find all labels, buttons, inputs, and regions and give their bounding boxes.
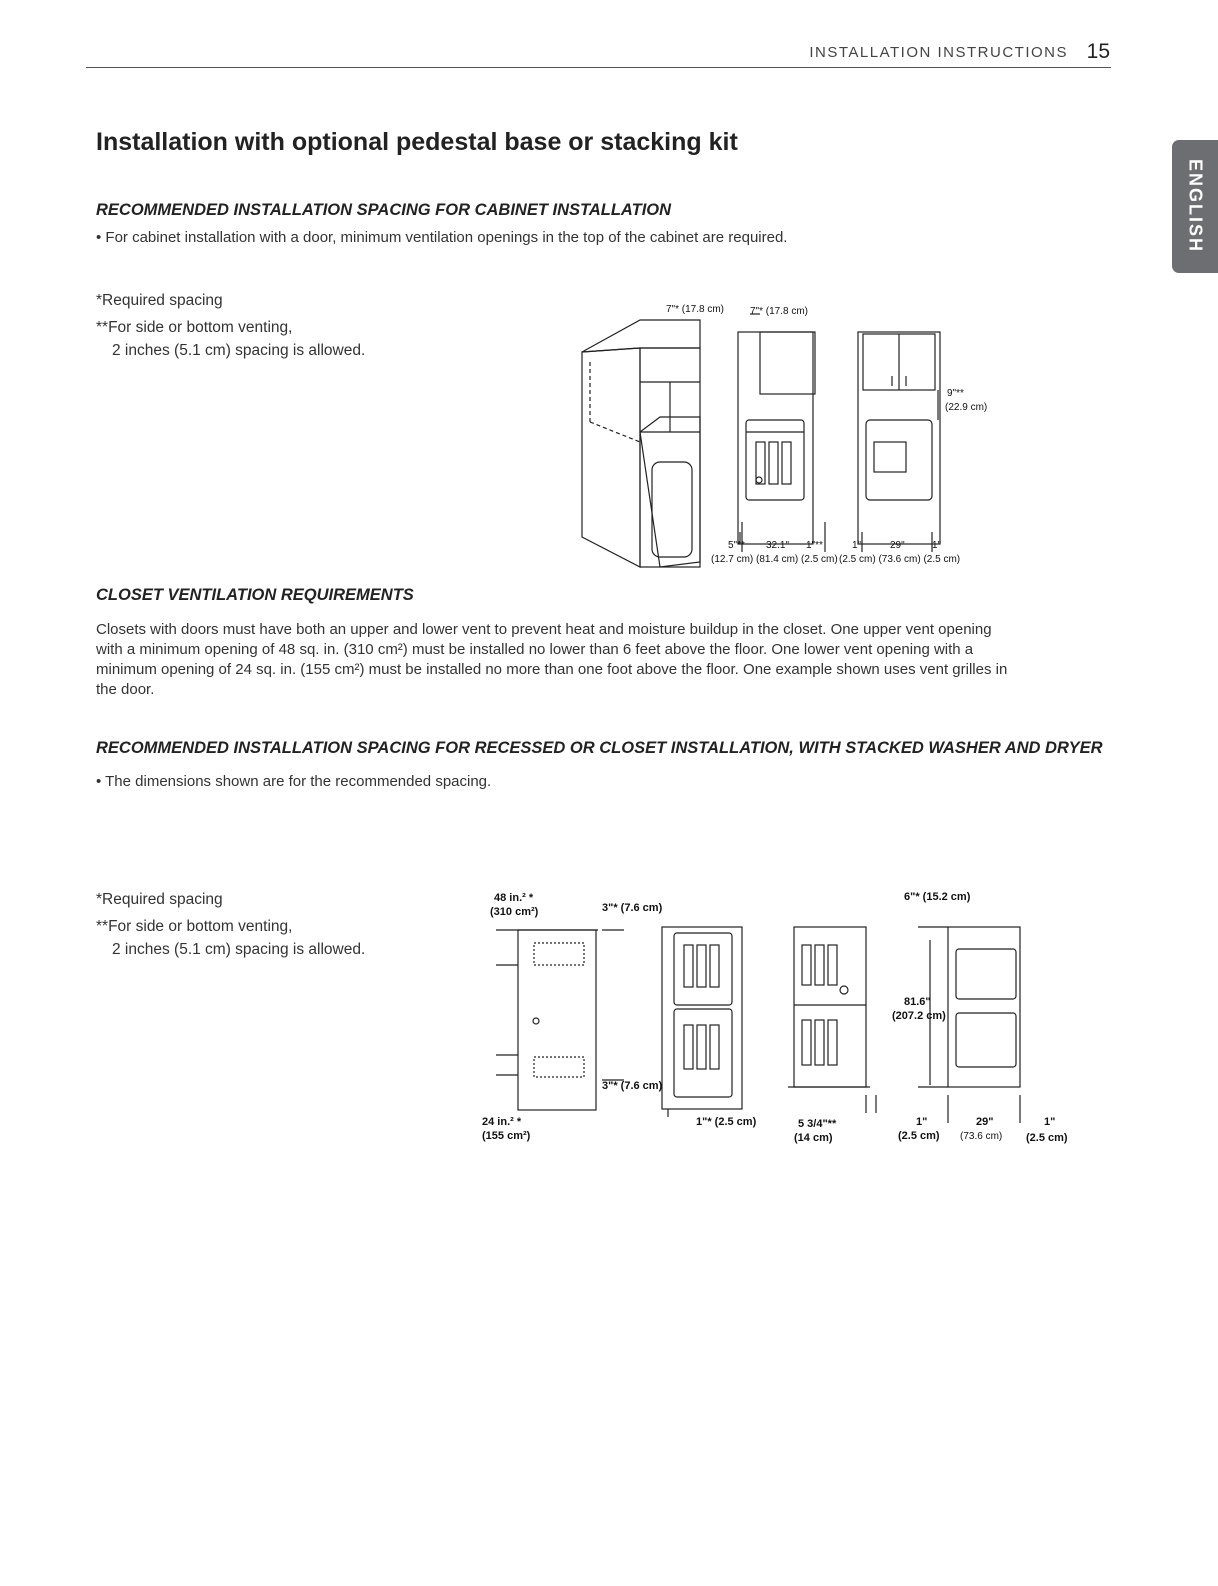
dim-bottom-c: 1"** — [806, 540, 823, 551]
venting-note-detail: 2 inches (5.1 cm) spacing is allowed. — [112, 342, 366, 359]
page-number: 15 — [1086, 40, 1110, 63]
bottom-gap-label: 3"* (7.6 cm) — [602, 1080, 663, 1092]
stacked-spacing-diagram — [478, 885, 1088, 1150]
venting-note-detail: 2 inches (5.1 cm) spacing is allowed. — [112, 941, 366, 958]
closet-text-line: Closets with doors must have both an upper and lower vent to prevent heat and moisture buildup in the closet. One upper vent opening — [96, 621, 992, 638]
running-header: INSTALLATION INSTRUCTIONS — [809, 44, 1068, 61]
cabinet-bullet: • For cabinet installation with a door, minimum ventilation openings in the top of the cabinet are required. — [96, 229, 788, 246]
upper-vent-cm: (310 cm²) — [490, 906, 539, 918]
cabinet-front — [640, 348, 700, 567]
side-gap-label: 1"* (2.5 cm) — [696, 1116, 757, 1128]
profile-dryer — [956, 949, 1016, 999]
dryer-in-cabinet — [652, 462, 692, 557]
required-spacing-note: *Required spacing — [96, 891, 223, 908]
dim-bottom-d: 1" — [852, 540, 862, 551]
dim-bottom-abc-cm: (12.7 cm) (81.4 cm) (2.5 cm) — [711, 554, 838, 565]
front-stack-dryer — [674, 933, 732, 1005]
stacked-bullet: • The dimensions shown are for the recommended spacing. — [96, 773, 492, 790]
cabinet-door-open — [640, 417, 700, 567]
venting-note: **For side or bottom venting, — [96, 319, 293, 336]
door-knob — [533, 1018, 539, 1024]
cabinet-top — [582, 320, 700, 352]
lower-vent-cm: (155 cm²) — [482, 1130, 531, 1142]
lower-vent-in: 24 in.² * — [482, 1116, 522, 1128]
cabinet-spacing-diagram — [560, 292, 988, 577]
top-clear-label: 6"* (15.2 cm) — [904, 891, 971, 903]
dim-bottom-def-cm: (2.5 cm) (73.6 cm) (2.5 cm) — [839, 554, 961, 565]
dim-bottom-b: 32.1" — [766, 540, 790, 551]
width-left-cm: (2.5 cm) — [898, 1130, 940, 1142]
dim-bottom-f: 1" — [932, 540, 942, 551]
profile-stack — [948, 927, 1020, 1087]
rear-gap-in: 5 3/4"** — [798, 1118, 837, 1130]
dim-top-left: 7"* (17.8 cm) — [666, 304, 725, 315]
width-left-in: 1" — [916, 1116, 928, 1128]
lower-vent-grille — [534, 1057, 584, 1077]
dim-right-gap-cm: (22.9 cm) — [945, 402, 988, 413]
dim-top-mid: 7"* (17.8 cm) — [750, 306, 809, 317]
language-tab-label: ENGLISH — [1185, 159, 1206, 254]
height-in: 81.6" — [904, 996, 931, 1008]
header-divider — [86, 67, 1111, 68]
height-cm: (207.2 cm) — [892, 1010, 946, 1022]
upper-vent-grille — [534, 943, 584, 965]
side-stack — [794, 927, 866, 1087]
closet-text-line: minimum opening of 24 sq. in. (155 cm²) must be installed no more than one foot above the floor. One example shown uses vent grilles in — [96, 661, 1008, 678]
closet-text-line: the door. — [96, 681, 155, 698]
width-mid-cm: (73.6 cm) — [960, 1131, 1003, 1142]
closet-text-line: with a minimum opening of 48 sq. in. (310 cm²) must be installed no lower than 6 feet above the floor. One lower vent opening with a — [96, 641, 974, 658]
cabinet-side — [582, 348, 640, 567]
dim-right-gap-in: 9"** — [947, 388, 964, 399]
upper-vent-in: 48 in.² * — [494, 892, 534, 904]
section-heading-cabinet: RECOMMENDED INSTALLATION SPACING FOR CABINET INSTALLATION — [96, 201, 672, 219]
front-view-cabinet — [738, 332, 813, 544]
profile-washer — [956, 1013, 1016, 1067]
dim-bottom-a: 5"** — [728, 540, 745, 551]
dim-bottom-e: 29" — [890, 540, 905, 551]
width-mid-in: 29" — [976, 1116, 994, 1128]
page-title: Installation with optional pedestal base or stacking kit — [96, 128, 738, 156]
stacked-notes — [96, 886, 365, 960]
width-right-cm: (2.5 cm) — [1026, 1132, 1068, 1144]
front-stack-washer — [674, 1009, 732, 1097]
venting-note: **For side or bottom venting, — [96, 918, 293, 935]
closet-ventilation-text — [96, 620, 1007, 700]
section-heading-stacked: RECOMMENDED INSTALLATION SPACING FOR RECESSED OR CLOSET INSTALLATION, WITH STACKED WASHER AND DRYER — [96, 739, 1103, 757]
side-dryer — [866, 420, 932, 500]
width-right-in: 1" — [1044, 1116, 1056, 1128]
cabinet-notes — [96, 287, 365, 361]
top-gap-label: 3"* (7.6 cm) — [602, 902, 663, 914]
rear-gap-cm: (14 cm) — [794, 1132, 833, 1144]
front-upper-cabinet — [760, 332, 815, 394]
section-heading-closet-ventilation: CLOSET VENTILATION REQUIREMENTS — [96, 586, 414, 604]
required-spacing-note: *Required spacing — [96, 292, 223, 309]
language-tab — [1172, 140, 1218, 273]
